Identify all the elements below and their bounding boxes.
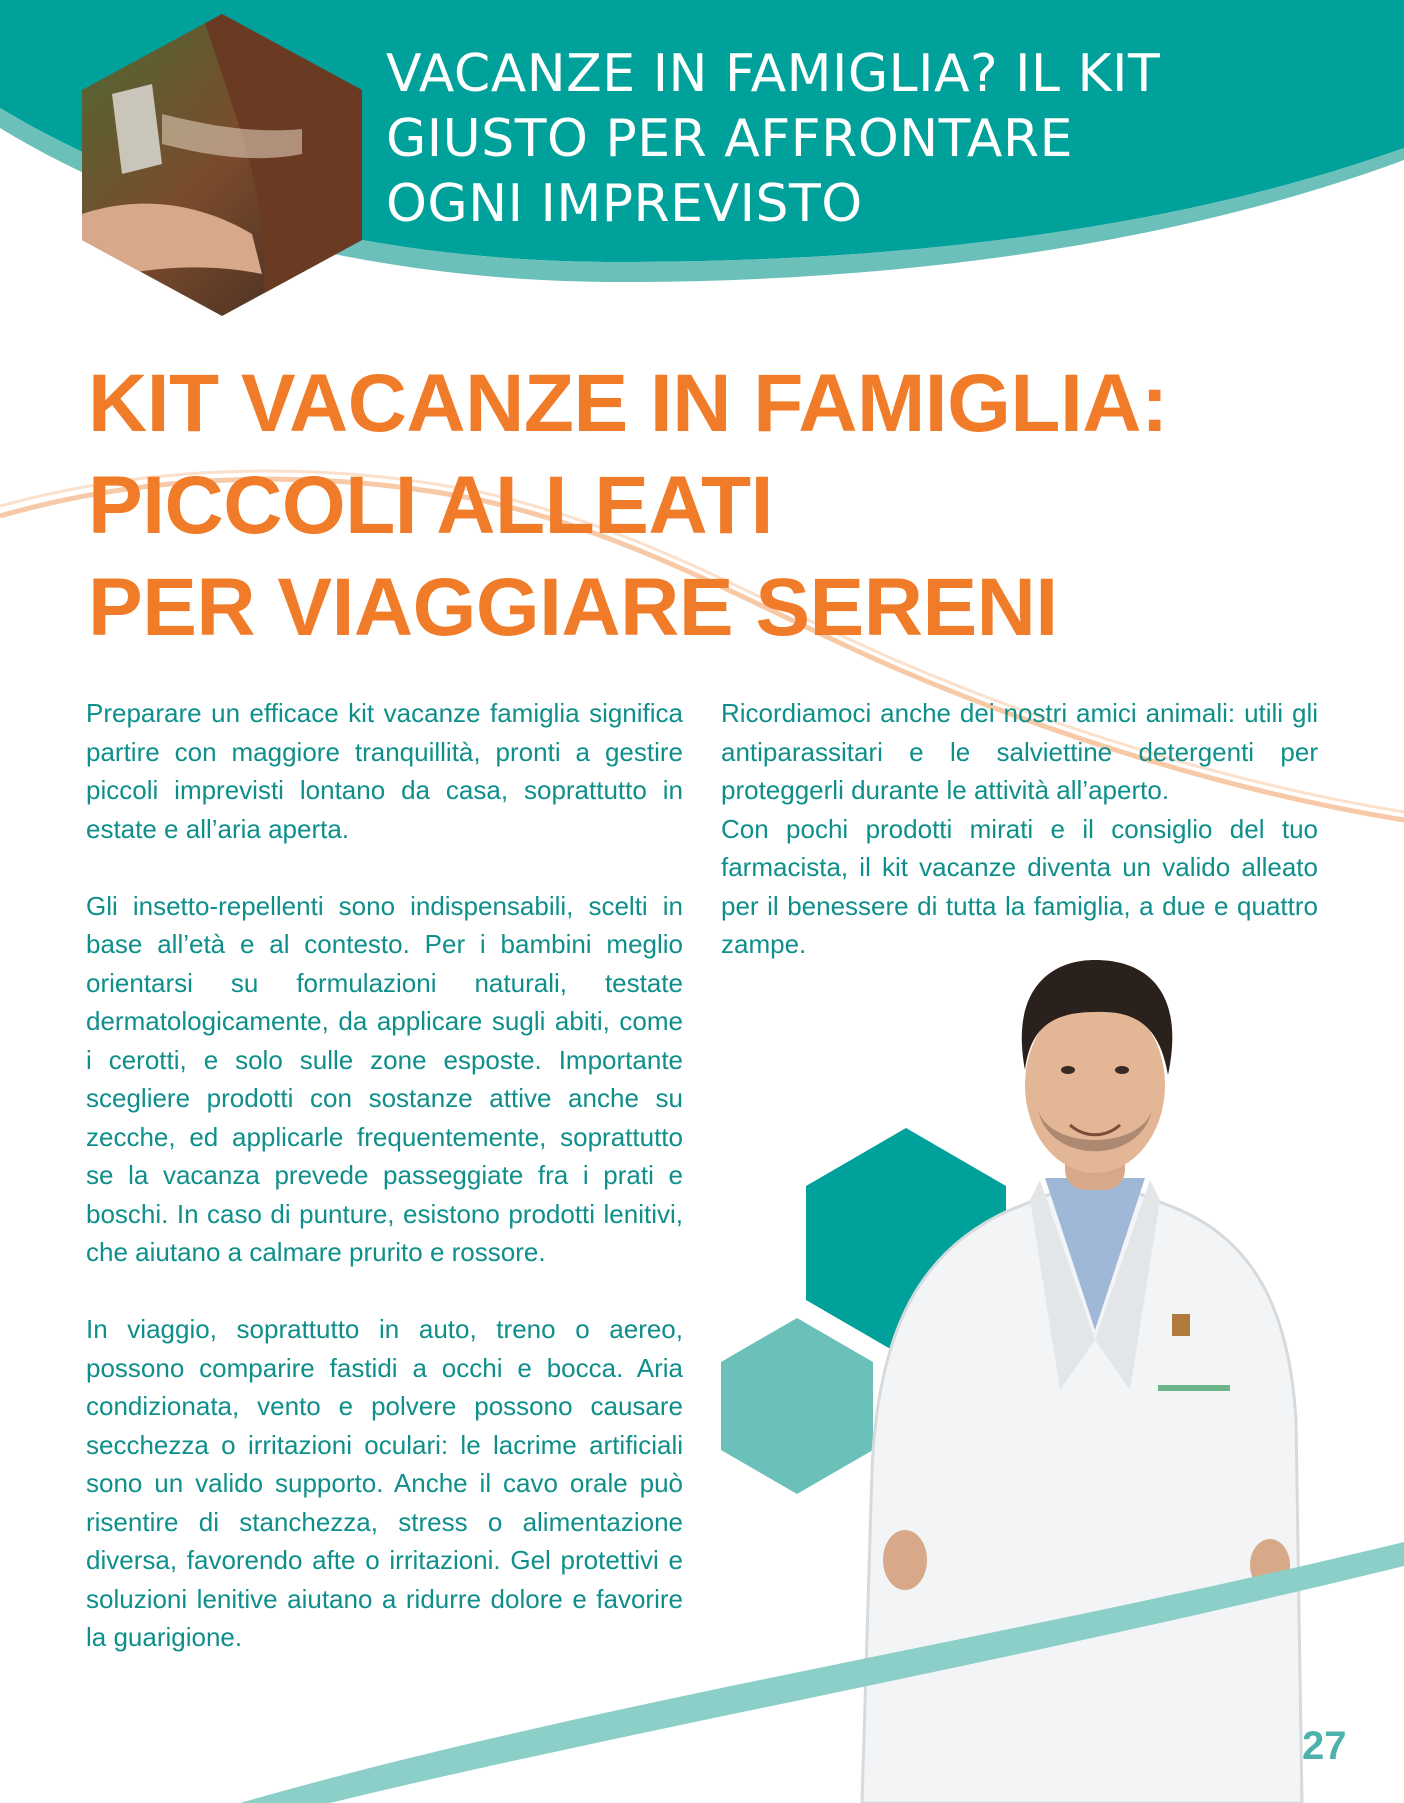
page-number: 27	[1302, 1724, 1347, 1768]
header-hexagon-photo	[82, 14, 362, 316]
hexagon-small	[721, 1318, 873, 1494]
paragraph: In viaggio, soprattutto in auto, treno o aereo, possono comparire fastidi a occhi e bocca. Aria condizionata, vento e polvere possono causare secchezza o irritazioni oculari: le lacrime artificiali sono un valido supporto. Anche il cavo orale può risentire di stanchezza, stress o alimentazione diversa, favorendo afte o irritazioni. Gel protettivi e soluzioni lenitive aiutano a ridurre dolore e favorire la guarigione.	[86, 1314, 683, 1652]
article-left-column	[86, 694, 683, 1657]
paragraph: Con pochi prodotti mirati e il consiglio del tuo farmacista, il kit vacanze diventa un valido alleato per il benessere di tutta la famiglia, a due e quattro zampe.	[721, 813, 1318, 959]
article-title-line: PER VIAGGIARE SERENI	[88, 562, 1058, 653]
article-right-column	[721, 694, 1318, 964]
paragraph: Preparare un efficace kit vacanze famiglia significa partire con maggiore tranquillità, pronti a gestire piccoli imprevisti lontano da casa, soprattutto in estate e all’aria aperta.	[86, 698, 683, 844]
article-title-line: KIT VACANZE IN FAMIGLIA:	[88, 358, 1168, 449]
article-title-line: PICCOLI ALLEATI	[88, 460, 773, 551]
header-title-line: VACANZE IN FAMIGLIA? IL KIT	[386, 44, 1161, 104]
pharmacist-image	[862, 960, 1302, 1803]
header-title	[386, 42, 1161, 237]
header-title-line: GIUSTO PER AFFRONTARE	[386, 109, 1073, 169]
header-title-line: OGNI IMPREVISTO	[386, 174, 863, 234]
article-title	[88, 353, 1338, 659]
paragraph: Ricordiamoci anche dei nostri amici animali: utili gli antiparassitari e le salviettine detergenti per proteggerli durante le attività all’aperto.	[721, 698, 1318, 805]
paragraph: Gli insetto-repellenti sono indispensabili, scelti in base all’età e al contesto. Per i bambini meglio orientarsi su formulazioni naturali, testate dermatologicamente, da applicare sugli abiti, come i cerotti, e solo sulle zone esposte. Importante scegliere prodotti con sostanze attive anche su zecche, ed applicarle frequentemente, soprattutto se la vacanza prevede passeggiate fra i prati e boschi. In caso di punture, esistono prodotti lenitivi, che aiutano a calmare prurito e rossore.	[86, 890, 683, 1267]
